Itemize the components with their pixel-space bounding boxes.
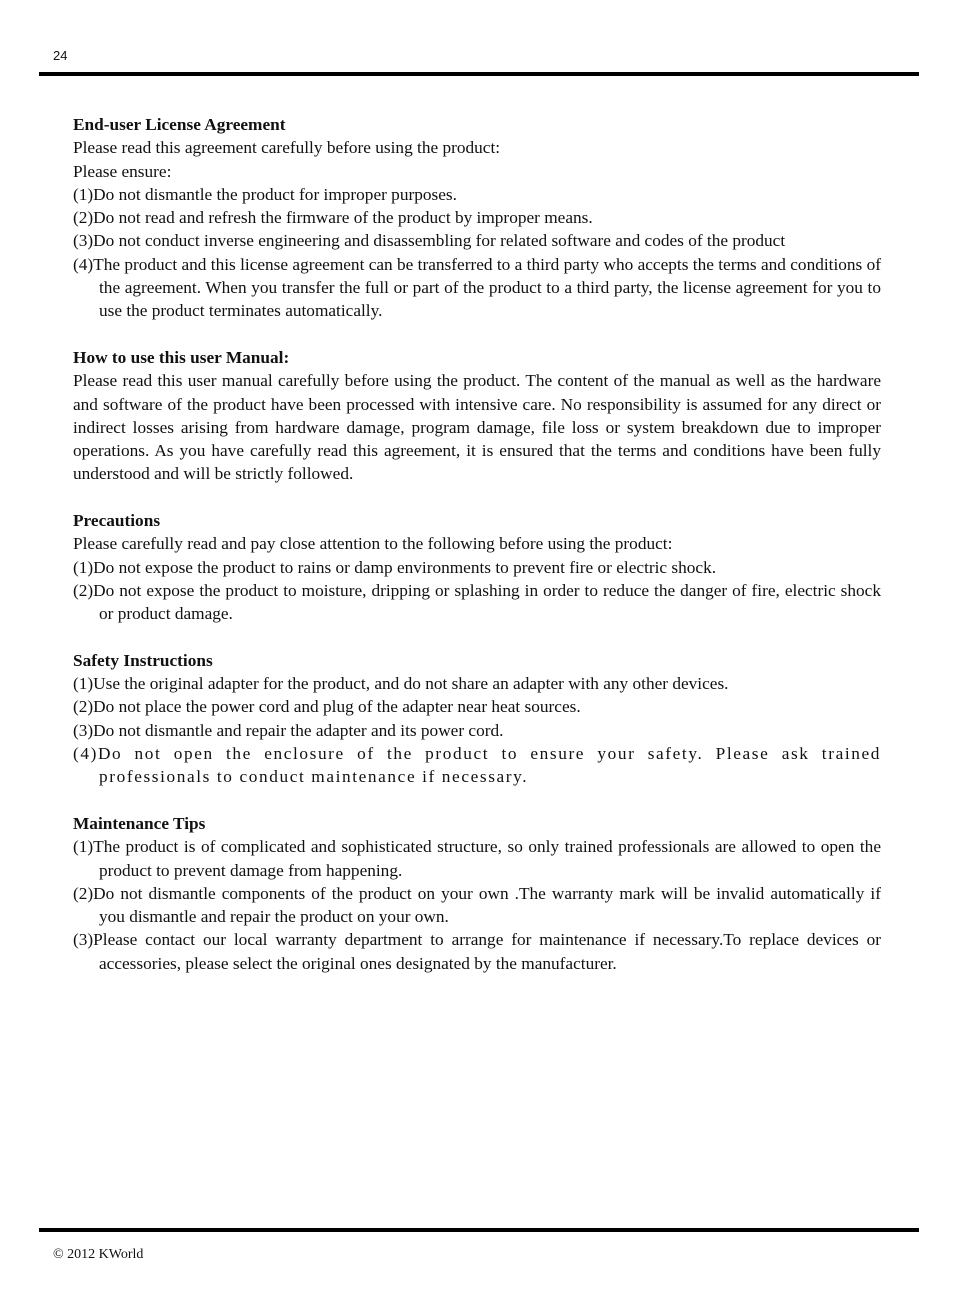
list-item: (3)Do not dismantle and repair the adapter and its power cord. <box>73 720 504 740</box>
page-number: 24 <box>53 48 68 63</box>
list-item: (2)Do not expose the product to moisture, dripping or splashing in order to reduce the danger of fire, electric shock or product damage. <box>73 580 881 624</box>
section-heading: How to use this user Manual: <box>73 347 290 367</box>
section-how-to-use <box>73 346 881 486</box>
list-item: (2)Do not read and refresh the firmware of the product by improper means. <box>73 208 593 228</box>
list-item: (1)Do not expose the product to rains or damp environments to prevent fire or electric shock. <box>73 557 717 577</box>
section-maintenance-tips <box>73 812 881 975</box>
section-heading: End-user License Agreement <box>73 115 286 134</box>
list-item: (4)The product and this license agreement can be transferred to a third party who accepts the terms and conditions of the agreement. When you transfer the full or part of the product to a third party, the license agreement for you to use the product terminates automatically. <box>73 254 881 321</box>
list-item: (3)Do not conduct inverse engineering and disassembling for related software and codes of the product <box>73 231 786 251</box>
list-item: (4)Do not open the enclosure of the product to ensure your safety. Please ask trained professionals to conduct maintenance if necessary. <box>73 744 881 787</box>
section-heading: Precautions <box>73 511 161 531</box>
section-heading: Maintenance Tips <box>73 813 206 833</box>
header-rule <box>39 72 919 76</box>
list-item: (2)Do not dismantle components of the product on your own .The warranty mark will be invalid automatically if you dismantle and repair the product on your own. <box>73 883 881 927</box>
section-eula <box>73 113 881 323</box>
text-line: Please carefully read and pay close attention to the following before using the product: <box>73 534 673 554</box>
document-body <box>73 113 881 998</box>
section-safety-instructions <box>73 649 881 789</box>
text-line: Please ensure: <box>73 161 172 181</box>
copyright-footer: © 2012 KWorld <box>53 1247 144 1262</box>
list-item: (1)Do not dismantle the product for improper purposes. <box>73 184 457 204</box>
section-paragraph: Please read this user manual carefully before using the product. The content of the manual as well as the hardware and software of the product have been processed with intensive care. No responsibility is assumed for any direct or indirect losses arising from hardware damage, program damage, file loss or system breakdown due to improper operations. As you have carefully read this agreement, it is ensured that the terms and conditions have been fully understood and will be strictly followed. <box>73 371 881 484</box>
section-heading: Safety Instructions <box>73 650 213 670</box>
list-item: (1)The product is of complicated and sophisticated structure, so only trained professionals are allowed to open the product to prevent damage from happening. <box>73 837 881 880</box>
text-line: Please read this agreement carefully before using the product: <box>73 138 501 158</box>
list-item: (2)Do not place the power cord and plug of the adapter near heat sources. <box>73 697 581 717</box>
list-item: (3)Please contact our local warranty department to arrange for maintenance if necessary.To replace devices or accessories, please select the original ones designated by the manufacturer. <box>73 930 881 973</box>
list-item: (1)Use the original adapter for the product, and do not share an adapter with any other devices. <box>73 674 729 694</box>
footer-rule <box>39 1228 919 1232</box>
section-precautions <box>73 509 881 625</box>
